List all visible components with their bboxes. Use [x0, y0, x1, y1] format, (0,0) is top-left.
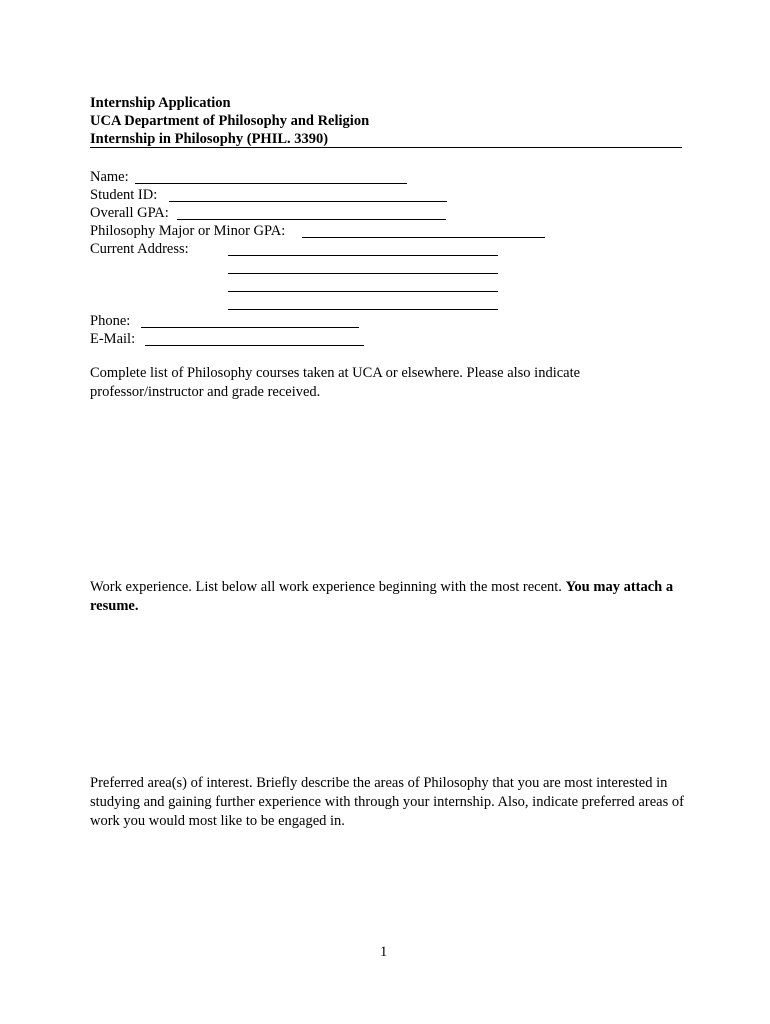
page-number: 1	[380, 944, 388, 960]
email-label: E-Mail:	[90, 331, 136, 347]
student-id-field[interactable]	[169, 201, 447, 202]
overall-gpa-label: Overall GPA:	[90, 205, 169, 221]
phone-field[interactable]	[141, 327, 359, 328]
email-field[interactable]	[145, 345, 364, 346]
work-experience-instructions	[90, 578, 675, 616]
student-id-label: Student ID:	[90, 187, 158, 203]
work-experience-text: Work experience. List below all work experience beginning with the most recent.	[90, 579, 566, 595]
phone-label: Phone:	[90, 313, 131, 329]
form-title: Internship Application	[90, 95, 231, 111]
address-label: Current Address:	[90, 241, 189, 257]
header-rule	[90, 147, 682, 148]
name-field[interactable]	[135, 183, 407, 184]
courses-instructions: Complete list of Philosophy courses taken at UCA or elsewhere. Please also indicate professor/instructor and grade received.	[90, 365, 581, 400]
address-field-line-1[interactable]	[228, 255, 498, 256]
name-label: Name:	[90, 169, 129, 185]
address-field-line-2[interactable]	[228, 273, 498, 274]
interest-instructions: Preferred area(s) of interest. Briefly describe the areas of Philosophy that you are most interested in studying and gaining further experience with through your internship. Also, indicate preferred areas of work you would most like to be engaged in.	[90, 775, 684, 829]
major-gpa-label: Philosophy Major or Minor GPA:	[90, 223, 286, 239]
overall-gpa-field[interactable]	[177, 219, 446, 220]
major-gpa-field[interactable]	[302, 237, 545, 238]
resume-note: You may attach a resume.	[90, 579, 674, 614]
address-field-line-3[interactable]	[228, 291, 498, 292]
address-field-line-4[interactable]	[228, 309, 498, 310]
department-name: UCA Department of Philosophy and Religion	[90, 113, 370, 129]
course-name: Internship in Philosophy (PHIL. 3390)	[90, 131, 329, 147]
